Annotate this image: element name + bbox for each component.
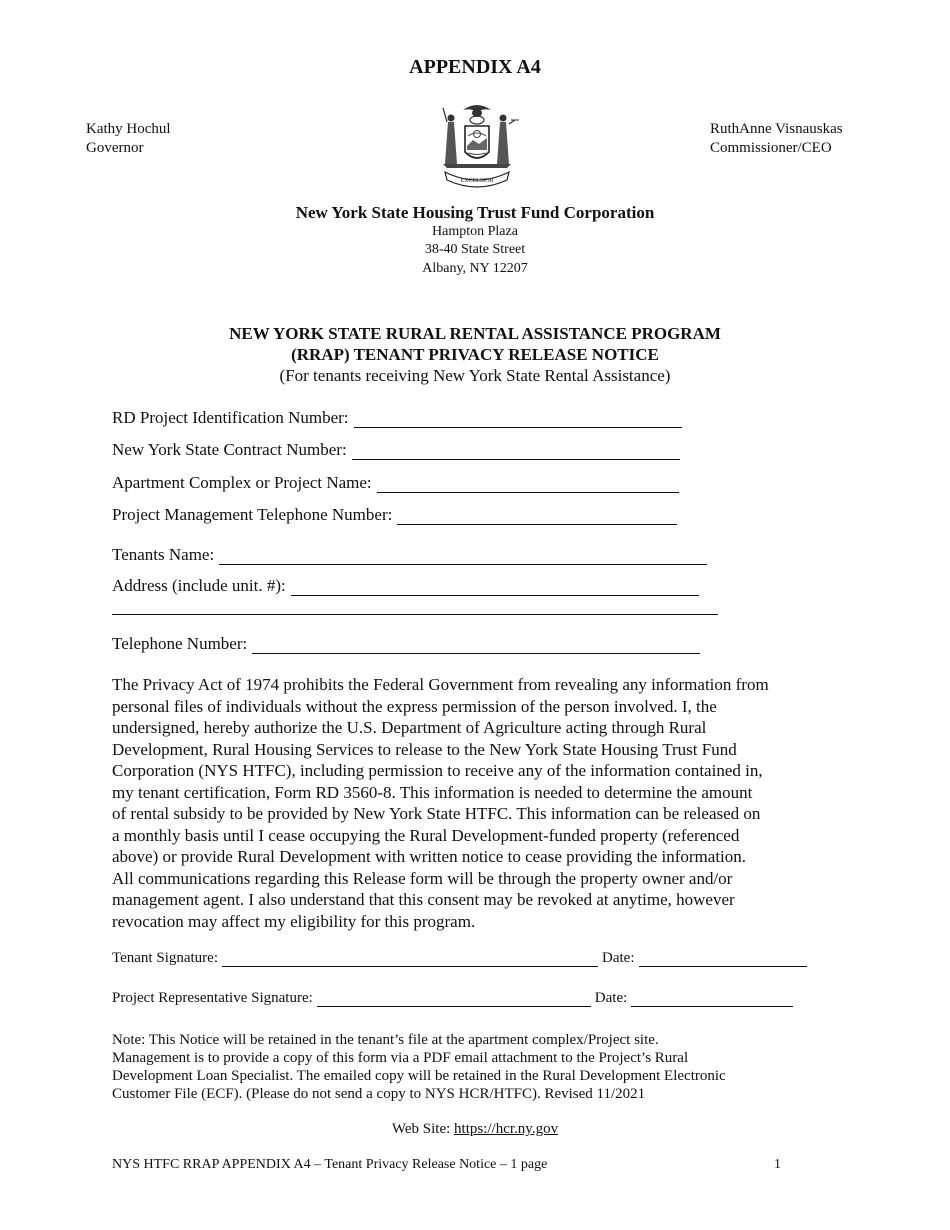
address-line-2[interactable]	[112, 614, 718, 615]
website-label: Web Site:	[391, 1121, 451, 1137]
nys-contract-field[interactable]	[112, 440, 680, 460]
paragraph-line: of rental subsidy to be provided by New York State HTFC. This information can be released on	[112, 804, 761, 823]
page-number: 1	[774, 1157, 781, 1172]
paragraph-line: above) or provide Rural Development with written notice to cease providing the information.	[112, 847, 747, 866]
website-link[interactable]: https://hcr.ny.gov	[454, 1121, 559, 1137]
paragraph-line: All communications regarding this Release form will be through the property owner and/or	[112, 868, 733, 888]
tenant-name-label: Tenants Name:	[112, 545, 215, 564]
paragraph-line: a monthly basis until I cease occupying the Rural Development-funded property (referenced	[112, 825, 740, 845]
nys-seal-icon	[433, 98, 521, 188]
complex-name-line[interactable]	[377, 478, 679, 493]
mgmt-phone-label: Project Management Telephone Number:	[112, 505, 393, 524]
complex-name-label: Apartment Complex or Project Name:	[112, 473, 372, 492]
paragraph-line: undersigned, hereby authorize the U.S. Department of Agriculture acting through Rural	[112, 718, 707, 737]
nys-contract-line[interactable]	[352, 445, 680, 460]
paragraph-line: Development, Rural Housing Services to release to the New York State Housing Trust Fund	[112, 739, 737, 759]
rep-signature-label: Project Representative Signature:	[112, 990, 313, 1006]
paragraph-line: personal files of individuals without the express permission of the person involved. I, the	[112, 696, 717, 716]
note-line: Development Loan Specialist. The emailed copy will be retained in the Rural Development Electronic	[112, 1068, 726, 1084]
commissioner-title: Commissioner/CEO	[710, 140, 832, 156]
paragraph-line: management agent. I also understand that this consent may be revoked at anytime, however	[112, 890, 735, 909]
governor-name: Kathy Hochul	[86, 121, 171, 137]
paragraph-line: Corporation (NYS HTFC), including permission to receive any of the information contained in,	[112, 761, 763, 780]
tenant-signature-line[interactable]	[222, 954, 598, 967]
commissioner-block	[710, 120, 843, 158]
telephone-field[interactable]	[112, 634, 700, 654]
program-title-line1: NEW YORK STATE RURAL RENTAL ASSISTANCE PROGRAM	[229, 324, 721, 343]
tenant-signature-label: Tenant Signature:	[112, 950, 219, 966]
website-row	[0, 1121, 950, 1138]
agency-address-line3: Albany, NY 12207	[422, 261, 528, 276]
rep-date-line[interactable]	[631, 994, 793, 1007]
note-line: Note: This Notice will be retained in the tenant’s file at the apartment complex/Project site.	[112, 1032, 659, 1048]
paragraph-line: The Privacy Act of 1974 prohibits the Federal Government from revealing any information from	[112, 675, 769, 694]
mgmt-phone-line[interactable]	[397, 510, 677, 525]
appendix-title: APPENDIX A4	[409, 56, 541, 78]
program-subtitle: (For tenants receiving New York State Rental Assistance)	[279, 366, 671, 385]
paragraph-line: revocation may affect my eligibility for this program.	[112, 911, 476, 931]
telephone-label: Telephone Number:	[112, 634, 248, 653]
retention-note	[112, 1031, 726, 1103]
commissioner-name: RuthAnne Visnauskas	[710, 121, 843, 137]
governor-title: Governor	[86, 140, 144, 156]
tenant-date-label: Date:	[602, 950, 635, 966]
tenant-name-line[interactable]	[219, 550, 707, 565]
governor-block	[86, 120, 171, 158]
nys-contract-label: New York State Contract Number:	[112, 440, 347, 459]
authorization-paragraph	[112, 674, 842, 932]
seal-banner-text: EXCELSIOR	[460, 178, 494, 184]
mgmt-phone-field[interactable]	[112, 505, 677, 525]
page-footer: NYS HTFC RRAP APPENDIX A4 – Tenant Privacy Release Notice – 1 page	[112, 1157, 548, 1172]
agency-address-line1: Hampton Plaza	[432, 224, 518, 239]
paragraph-line: my tenant certification, Form RD 3560-8. This information is needed to determine the amount	[112, 782, 753, 802]
note-line: Customer File (ECF). (Please do not send a copy to NYS HCR/HTFC). Revised 11/2021	[112, 1086, 646, 1102]
rep-signature-row[interactable]	[112, 990, 797, 1007]
address-field[interactable]	[112, 576, 699, 596]
address-label: Address (include unit. #):	[112, 576, 286, 595]
tenant-name-field[interactable]	[112, 545, 707, 565]
rd-project-id-line[interactable]	[354, 413, 682, 428]
agency-name: New York State Housing Trust Fund Corporation	[295, 203, 655, 222]
rd-project-id-label: RD Project Identification Number:	[112, 408, 349, 427]
rep-signature-line[interactable]	[317, 994, 591, 1007]
rd-project-id-field[interactable]	[112, 408, 682, 428]
telephone-line[interactable]	[252, 639, 700, 654]
tenant-signature-row[interactable]	[112, 950, 811, 967]
agency-address-line2: 38-40 State Street	[424, 242, 526, 257]
note-line: Management is to provide a copy of this form via a PDF email attachment to the Project’s Rural	[112, 1050, 689, 1066]
tenant-date-line[interactable]	[639, 954, 807, 967]
program-title-line2: (RRAP) TENANT PRIVACY RELEASE NOTICE	[291, 345, 659, 364]
complex-name-field[interactable]	[112, 473, 679, 493]
address-line[interactable]	[291, 581, 699, 596]
rep-date-label: Date:	[594, 990, 628, 1006]
